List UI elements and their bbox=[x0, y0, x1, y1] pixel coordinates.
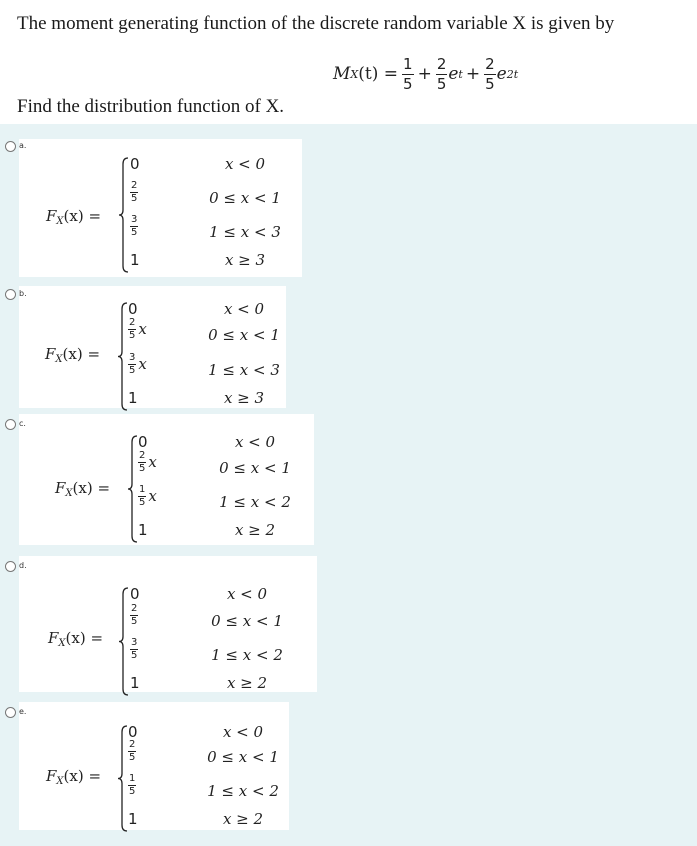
piece-condition-4: x ≥ 3 bbox=[224, 251, 266, 269]
piece-condition-3: 1 ≤ x < 2 bbox=[207, 782, 279, 800]
mgf-term-3-exp: 2t bbox=[506, 67, 519, 81]
piece-value-4: 1 bbox=[138, 521, 148, 539]
piece-fraction: $\frac{2}{5}$ bbox=[129, 317, 136, 341]
fx-rest: (x) = bbox=[62, 345, 101, 363]
piece-condition-2: 0 ≤ x < 1 bbox=[219, 459, 291, 477]
option-radio-3[interactable] bbox=[5, 419, 16, 430]
option-radio-1[interactable] bbox=[5, 141, 16, 152]
fx-F: F bbox=[55, 479, 66, 497]
question-text-area bbox=[0, 0, 697, 124]
piece-value-3 bbox=[128, 353, 147, 376]
mgf-plus-1: + bbox=[417, 64, 432, 84]
piece-fraction: $\frac{2}{5}$ bbox=[139, 450, 146, 474]
fx-sub: X bbox=[58, 638, 66, 649]
piece-fraction: $\frac{2}{5}$ bbox=[131, 603, 138, 627]
option-letter: b. bbox=[19, 289, 27, 298]
piece-value-2 bbox=[128, 740, 138, 763]
piece-condition-1: x < 0 bbox=[226, 585, 268, 603]
piece-fraction: $\frac{2}{5}$ bbox=[129, 739, 136, 763]
mgf-lhs-arg: (t) = bbox=[358, 64, 399, 84]
mgf-term-2-e: e bbox=[448, 64, 459, 84]
fx-label bbox=[46, 767, 101, 787]
piece-x: x bbox=[148, 453, 157, 471]
piece-condition-2: 0 ≤ x < 1 bbox=[207, 748, 279, 766]
piece-value-3 bbox=[130, 638, 140, 661]
piece-fraction: $\frac{3}{5}$ bbox=[129, 352, 136, 376]
piece-value-1: 0 bbox=[128, 723, 138, 741]
piece-value-2 bbox=[128, 318, 147, 341]
option-letter: d. bbox=[19, 561, 27, 570]
fx-label bbox=[48, 629, 103, 649]
option-radio-2[interactable] bbox=[5, 289, 16, 300]
piece-value-3 bbox=[138, 485, 157, 508]
option-radio-5[interactable] bbox=[5, 707, 16, 718]
piece-condition-4: x ≥ 2 bbox=[222, 810, 264, 828]
fx-sub: X bbox=[56, 216, 64, 227]
question-prompt: Find the distribution function of X. bbox=[17, 96, 285, 117]
mgf-term-1-frac: $\frac{1}{5}$ bbox=[403, 54, 413, 93]
piece-condition-3: 1 ≤ x < 3 bbox=[208, 361, 280, 379]
option-radio-4[interactable] bbox=[5, 561, 16, 572]
piece-value-1: 0 bbox=[130, 155, 140, 173]
option-letter: a. bbox=[19, 141, 27, 150]
piece-fraction: $\frac{2}{5}$ bbox=[131, 180, 138, 204]
fx-F: F bbox=[46, 767, 57, 785]
fx-label bbox=[46, 207, 101, 227]
piece-fraction: $\frac{1}{5}$ bbox=[139, 484, 146, 508]
fx-sub: X bbox=[65, 488, 73, 499]
mgf-equation bbox=[333, 54, 518, 94]
left-brace-icon bbox=[118, 157, 130, 273]
piece-value-1: 0 bbox=[128, 300, 138, 318]
piece-fraction: $\frac{1}{5}$ bbox=[129, 773, 136, 797]
piece-condition-4: x ≥ 2 bbox=[226, 674, 268, 692]
piece-condition-3: 1 ≤ x < 3 bbox=[209, 223, 281, 241]
piece-condition-1: x < 0 bbox=[222, 723, 264, 741]
mgf-term-2-exp: t bbox=[458, 67, 463, 81]
piece-condition-3: 1 ≤ x < 2 bbox=[211, 646, 283, 664]
piece-condition-1: x < 0 bbox=[223, 300, 265, 318]
option-letter: e. bbox=[19, 707, 27, 716]
fx-rest: (x) = bbox=[65, 629, 104, 647]
piece-value-1: 0 bbox=[130, 585, 140, 603]
piece-value-2 bbox=[130, 604, 140, 627]
piece-value-4: 1 bbox=[128, 810, 138, 828]
fx-sub: X bbox=[56, 776, 64, 787]
fx-F: F bbox=[45, 345, 56, 363]
fx-label bbox=[45, 345, 100, 365]
mgf-plus-2: + bbox=[465, 64, 481, 84]
mgf-term-3-e: e bbox=[496, 64, 507, 84]
mgf-term-2-frac: $\frac{2}{5}$ bbox=[436, 54, 447, 93]
piece-condition-2: 0 ≤ x < 1 bbox=[208, 326, 280, 344]
piece-value-3 bbox=[130, 215, 140, 238]
piece-value-4: 1 bbox=[128, 389, 138, 407]
piece-x: x bbox=[138, 355, 147, 373]
fx-F: F bbox=[46, 207, 57, 225]
piece-x: x bbox=[138, 320, 147, 338]
fx-sub: X bbox=[55, 354, 63, 365]
question-intro: The moment generating function of the discrete random variable X is given by bbox=[17, 13, 615, 34]
piece-condition-1: x < 0 bbox=[224, 155, 266, 173]
mgf-lhs-m: M bbox=[333, 64, 351, 84]
piece-value-1: 0 bbox=[138, 433, 148, 451]
piece-value-3 bbox=[128, 774, 138, 797]
piece-condition-3: 1 ≤ x < 2 bbox=[219, 493, 291, 511]
fx-rest: (x) = bbox=[72, 479, 111, 497]
piece-condition-1: x < 0 bbox=[234, 433, 276, 451]
piece-value-2 bbox=[130, 181, 140, 204]
piece-value-4: 1 bbox=[130, 251, 140, 269]
option-letter: c. bbox=[19, 419, 26, 428]
fx-F: F bbox=[48, 629, 59, 647]
left-brace-icon bbox=[118, 587, 130, 696]
piece-condition-4: x ≥ 2 bbox=[234, 521, 276, 539]
piece-fraction: $\frac{3}{5}$ bbox=[131, 637, 138, 661]
fx-rest: (x) = bbox=[63, 207, 102, 225]
mgf-term-3-frac: $\frac{2}{5}$ bbox=[485, 54, 495, 93]
mgf-lhs-sub: X bbox=[350, 67, 359, 81]
piece-condition-4: x ≥ 3 bbox=[223, 389, 265, 407]
piece-value-2 bbox=[138, 451, 157, 474]
piece-condition-2: 0 ≤ x < 1 bbox=[209, 189, 281, 207]
piece-fraction: $\frac{3}{5}$ bbox=[131, 214, 138, 238]
fx-label bbox=[55, 479, 110, 499]
piece-condition-2: 0 ≤ x < 1 bbox=[211, 612, 283, 630]
fx-rest: (x) = bbox=[63, 767, 102, 785]
piece-x: x bbox=[148, 487, 157, 505]
piece-value-4: 1 bbox=[130, 674, 140, 692]
